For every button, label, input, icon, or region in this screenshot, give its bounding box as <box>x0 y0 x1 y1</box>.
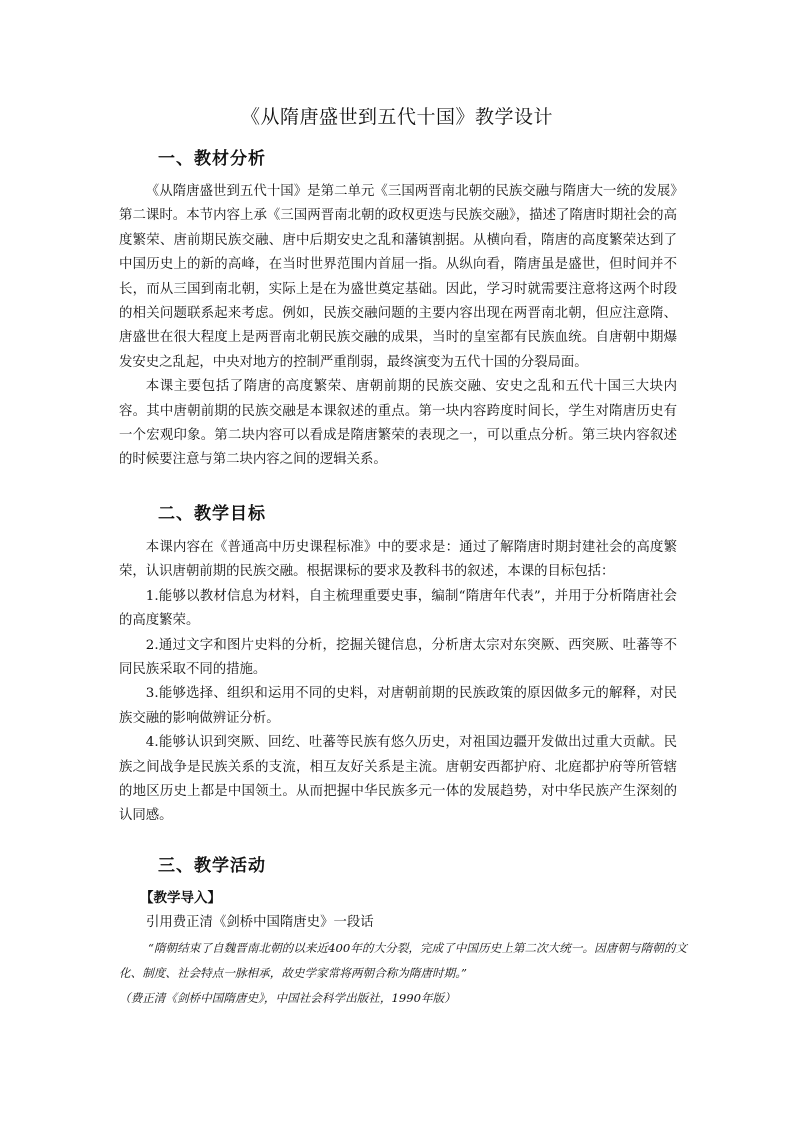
quote-text: “隋朝结束了自魏晋南北朝的以来近400年的大分裂，完成了中国历史上第二次大统一。因唐朝与隋朝的文化、制度、社会特点一脉相承，故史学家常将两朝合称为隋唐时期。” <box>119 941 687 980</box>
paragraph: 本课主要包括了隋唐的高度繁荣、唐朝前期的民族交融、安史之乱和五代十国三大块内容。其中唐朝前期的民族交融是本课叙述的重点。第一块内容跨度时间长，学生对隋唐历史有一个宏观印象。第二块内容可以看成是隋唐繁荣的表现之一，可以重点分析。第三块内容叙述的时候要注意与第二块内容之间的逻辑关系。 <box>119 379 677 468</box>
section-heading-materials-analysis: 一、教材分析 <box>158 149 266 169</box>
quote-block <box>119 936 687 986</box>
intro-line: 引用费正清《剑桥中国隋唐史》一段话 <box>146 915 374 930</box>
goal-item: 2.通过文字和图片史料的分析，挖掘关键信息，分析唐太宗对东突厥、西突厥、吐蕃等不同民族采取不同的措施。 <box>119 637 677 678</box>
quote-source: （费正清《剑桥中国隋唐史》，中国社会科学出版社，1990年版） <box>119 991 456 1005</box>
subheading-lesson-intro: 【教学导入】 <box>140 890 221 906</box>
document-title: 《从隋唐盛世到五代十国》教学设计 <box>240 106 553 128</box>
goal-item: 4.能够认识到突厥、回纥、吐蕃等民族有悠久历史，对祖国边疆开发做出过重大贡献。民族之间战争是民族关系的支流，相互友好关系是主流。唐朝安西都护府、北庭都护府等所管辖的地区历史上都是中国领土。从而把握中华民族多元一体的发展趋势，对中华民族产生深刻的认同感。 <box>119 735 677 824</box>
goal-item: 1.能够以教材信息为材料，自主梳理重要史事，编制“隋唐年代表”，并用于分析隋唐社会的高度繁荣。 <box>119 588 677 629</box>
goal-item: 3.能够选择、组织和运用不同的史料，对唐朝前期的民族政策的原因做多元的解释，对民族交融的影响做辨证分析。 <box>119 686 677 726</box>
paragraph: 本课内容在《普通高中历史课程标准》中的要求是：通过了解隋唐时期封建社会的高度繁荣，认识唐朝前期的民族交融。根据课标的要求及教科书的叙述，本课的目标包括： <box>119 540 677 580</box>
section-body-materials-analysis <box>119 180 677 473</box>
section-heading-teaching-goals: 二、教学目标 <box>158 504 266 524</box>
section-heading-teaching-activities: 三、教学活动 <box>158 856 266 876</box>
paragraph: 《从隋唐盛世到五代十国》是第二单元《三国两晋南北朝的民族交融与隋唐大一统的发展》第二课时。本节内容上承《三国两晋南北朝的政权更迭与民族交融》，描述了隋唐时期社会的高度繁荣、唐前期民族交融、唐中后期安史之乱和藩镇割据。从横向看，隋唐的高度繁荣达到了中国历史上的新的高峰，在当时世界范围内首屈一指。从纵向看，隋唐虽是盛世，但时间并不长，而从三国到南北朝，实际上是在为盛世奠定基础。因此，学习时就需要注意将这两个时段的相关问题联系起来考虑。例如，民族交融问题的主要内容出现在两晋南北朝，但应注意隋、唐盛世在很大程度上是两晋南北朝民族交融的成果，当时的皇室都有民族血统。自唐朝中期爆发安史之乱起，中央对地方的控制严重削弱，最终演变为五代十国的分裂局面。 <box>119 184 677 370</box>
section-body-teaching-goals <box>119 536 677 829</box>
